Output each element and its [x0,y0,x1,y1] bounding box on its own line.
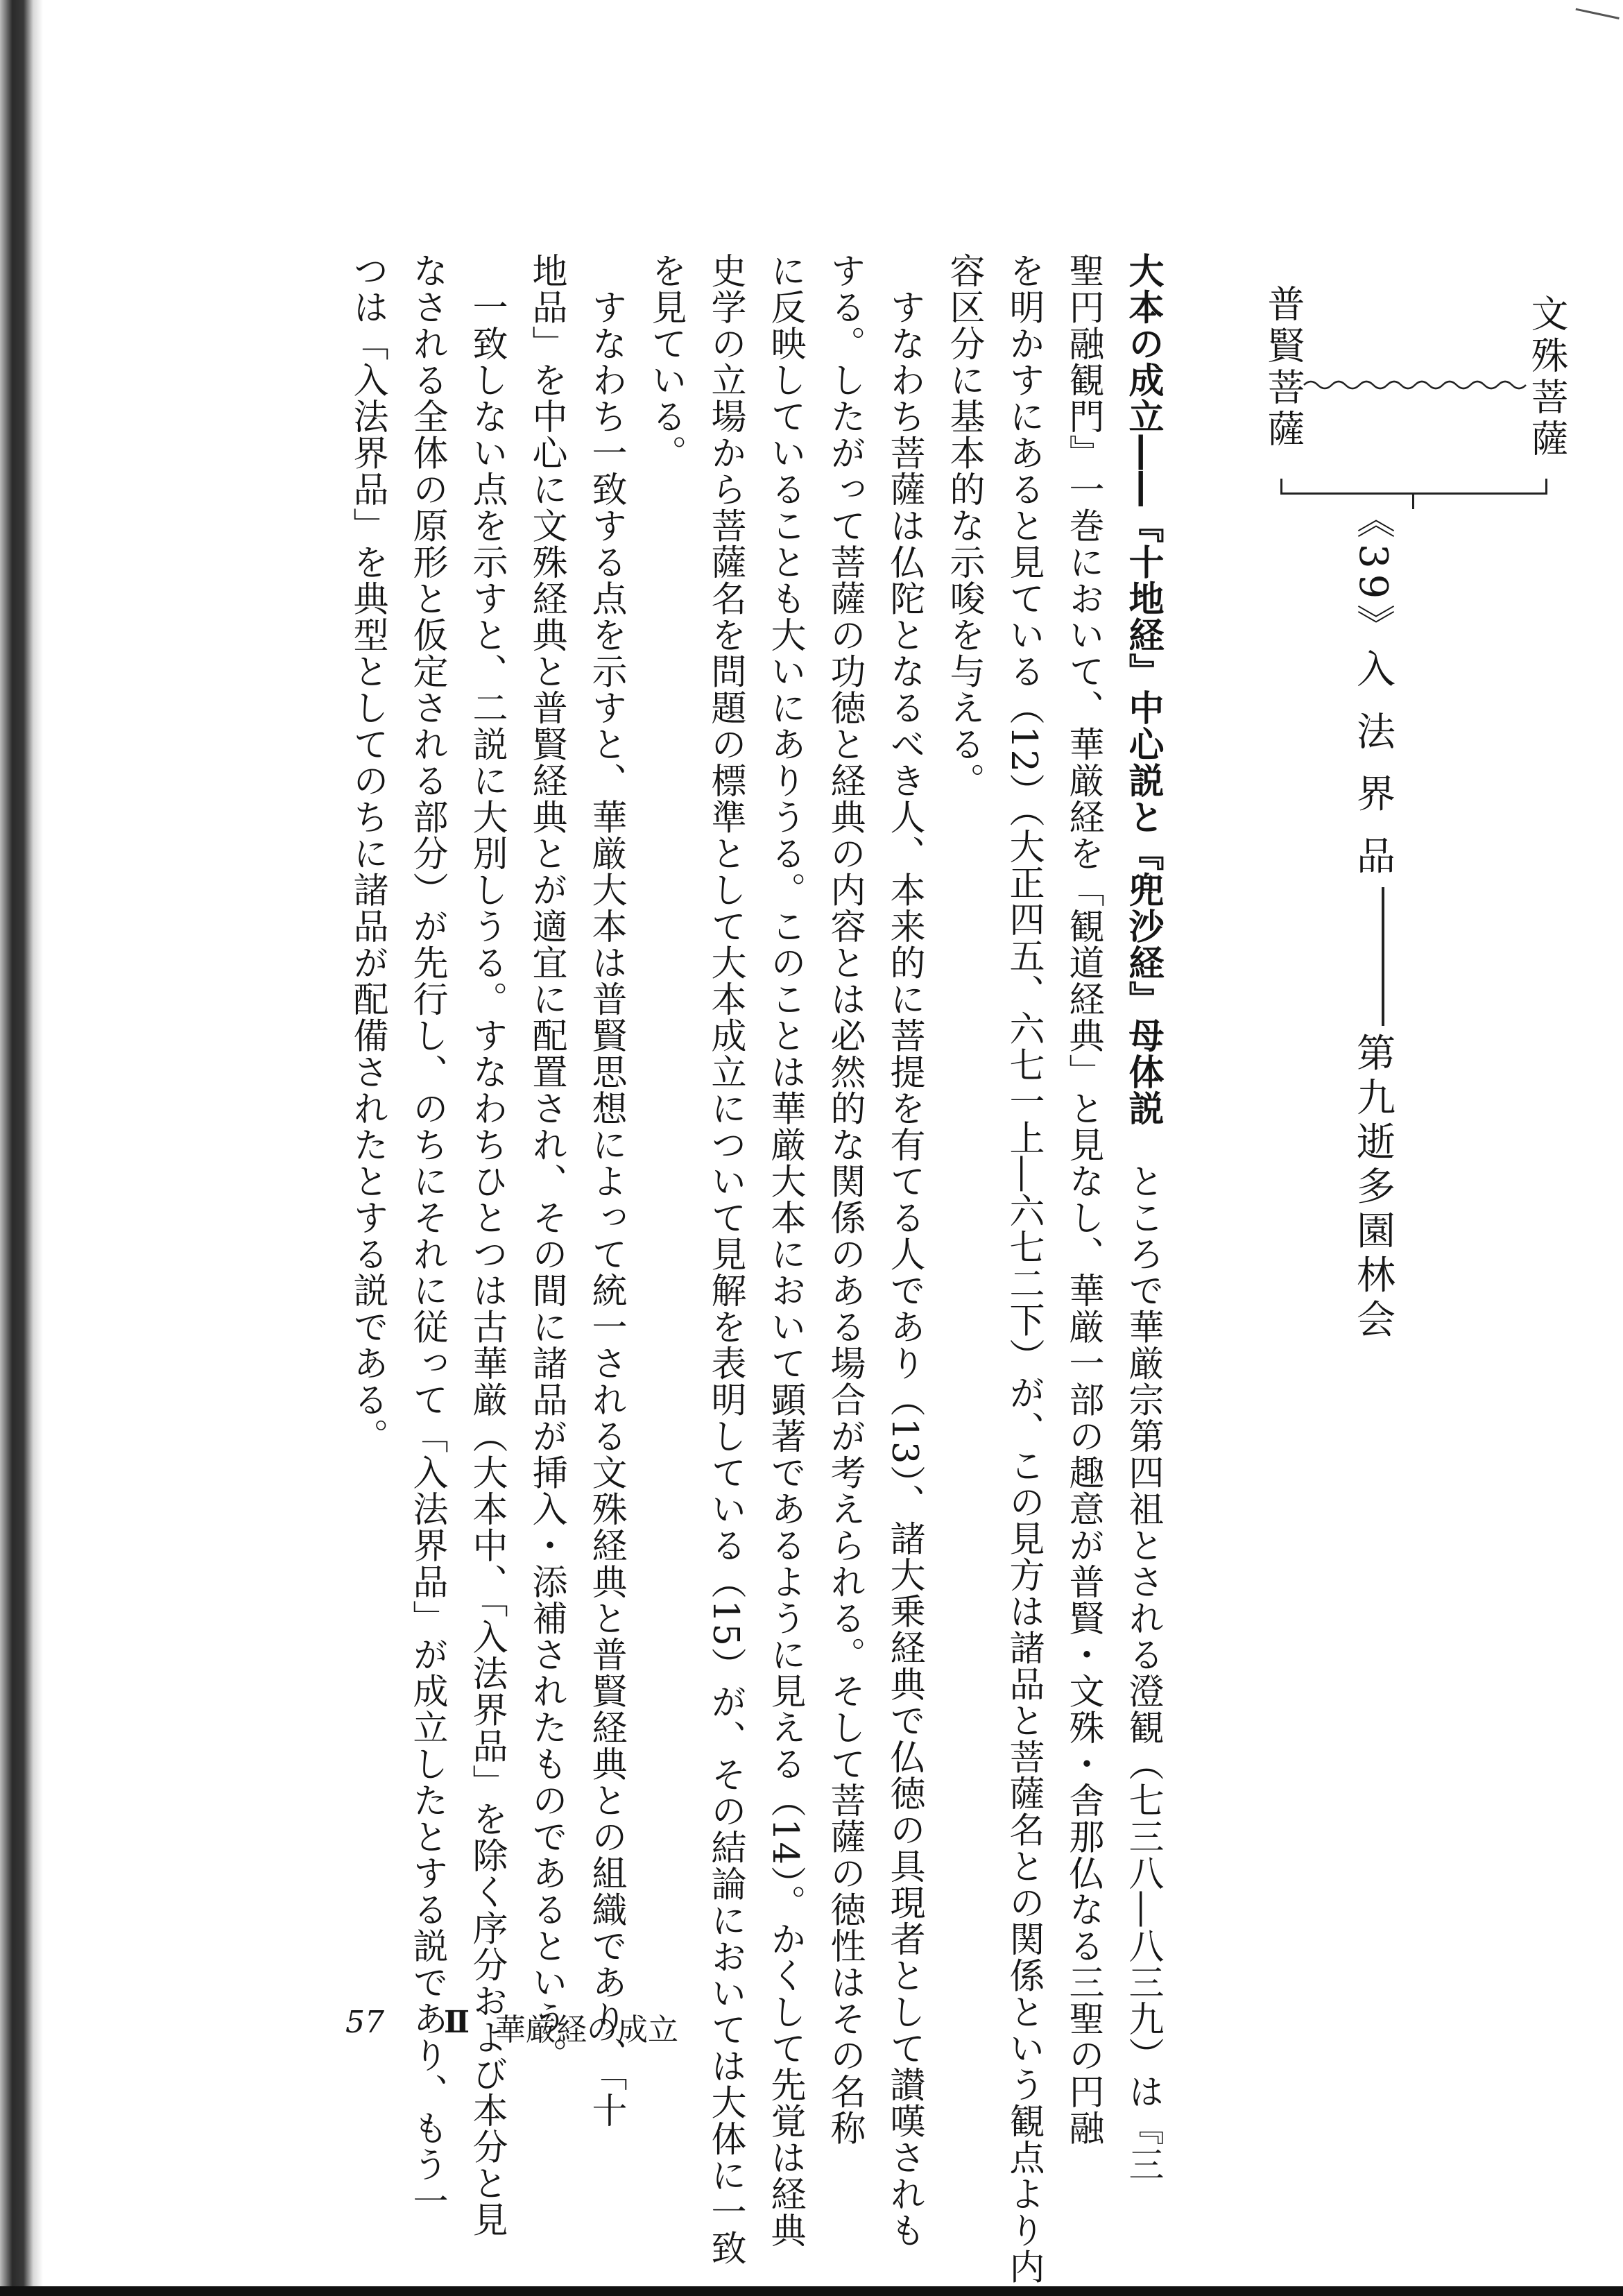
text-line: する。したがって菩薩の功徳と経典の内容とは必然的な関係のある場合が考えられる。そして菩薩の徳性はその名称 [824,252,865,2146]
page-number: 57 [345,2005,384,2040]
part-title: 華厳経の成立 [495,2012,678,2048]
text-line: 史学の立場から菩薩名を問題の標準として大本成立について見解を表明している（15）が、その結論においては大体に一致 [705,252,746,2266]
text-line: 聖円融観門』一巻において、華厳経を「観道経典」と見なし、華厳一部の趣意が普賢・文殊・舎那仏なる三聖の円融 [1063,252,1104,2146]
bracket-center-line [1412,492,1414,509]
wavy-connector [1304,375,1526,395]
text-line: を見ている。 [645,252,686,471]
text-line: なされる全体の原形と仮定される部分）が先行し、のちにそれに従って「入法界品」が成立したとする説であり、もう一 [406,252,447,2219]
bodhisattva-diagram [1214,271,1588,1344]
text-line: すなわち菩薩は仏陀となるべき人、本来的に菩提を有てる人であり（13）、諸大乗経典で仏徳の具現者として讃嘆されも [884,252,925,2249]
chapter-name: 《39》入 法 界 品 [1350,499,1396,880]
scan-bottom-edge [0,2286,1623,2296]
bracket-manjusri-stem [1545,479,1547,494]
chapter-dash [1382,887,1384,1026]
text-line: 地品」を中心に文殊経典と普賢経典とが適宜に配置され、その間に諸品が挿入・添補されたものであるという。 [526,252,567,2073]
text-line: を明かすにあると見ている（12）（大正四五、六七一上―六七二下）が、この見方は諸品と菩薩名との関係という観点より内 [1003,252,1044,2285]
section-heading: 大本の成立――『十地経』中心説と『兜沙経』母体説 [1122,252,1163,1126]
bracket-samantabhadra-stem [1280,479,1282,494]
assembly-name: 第九逝多園林会 [1350,1032,1396,1344]
scan-corner-mark [1571,8,1619,40]
text-line: つは「入法界品」を典型としてのちに諸品が配備されたとする説である。 [347,252,388,1455]
text-line: すなわち一致する点を示すと、華厳大本は普賢思想によって統一される文殊経典と普賢経典との組織であり、「十 [585,252,626,2129]
bodhisattva-samantabhadra: 普賢菩薩 [1262,284,1305,451]
text-line: 一致しない点を示すと、二説に大別しうる。すなわちひとつは古華厳（大本中、「入法界品」を除く序分および本分と見 [466,252,507,2238]
part-number: Ⅱ [444,2005,470,2040]
text-line: に反映していることも大いにありうる。このことは華厳大本において顕著であるように見える（14）。かくして先覚は経典 [764,252,805,2249]
text-line-1: 大本の成立――『十地経』中心説と『兜沙経』母体説 ところで華厳宗第四祖とされる澄観（七三八―八三九）は『三 [1122,252,1163,2183]
chapter-title [1343,499,1402,1344]
bodhisattva-manjusri: 文殊菩薩 [1525,294,1569,461]
text-line: 容区分に基本的な示唆を与える。 [943,252,984,799]
binding-shadow [0,0,43,2296]
